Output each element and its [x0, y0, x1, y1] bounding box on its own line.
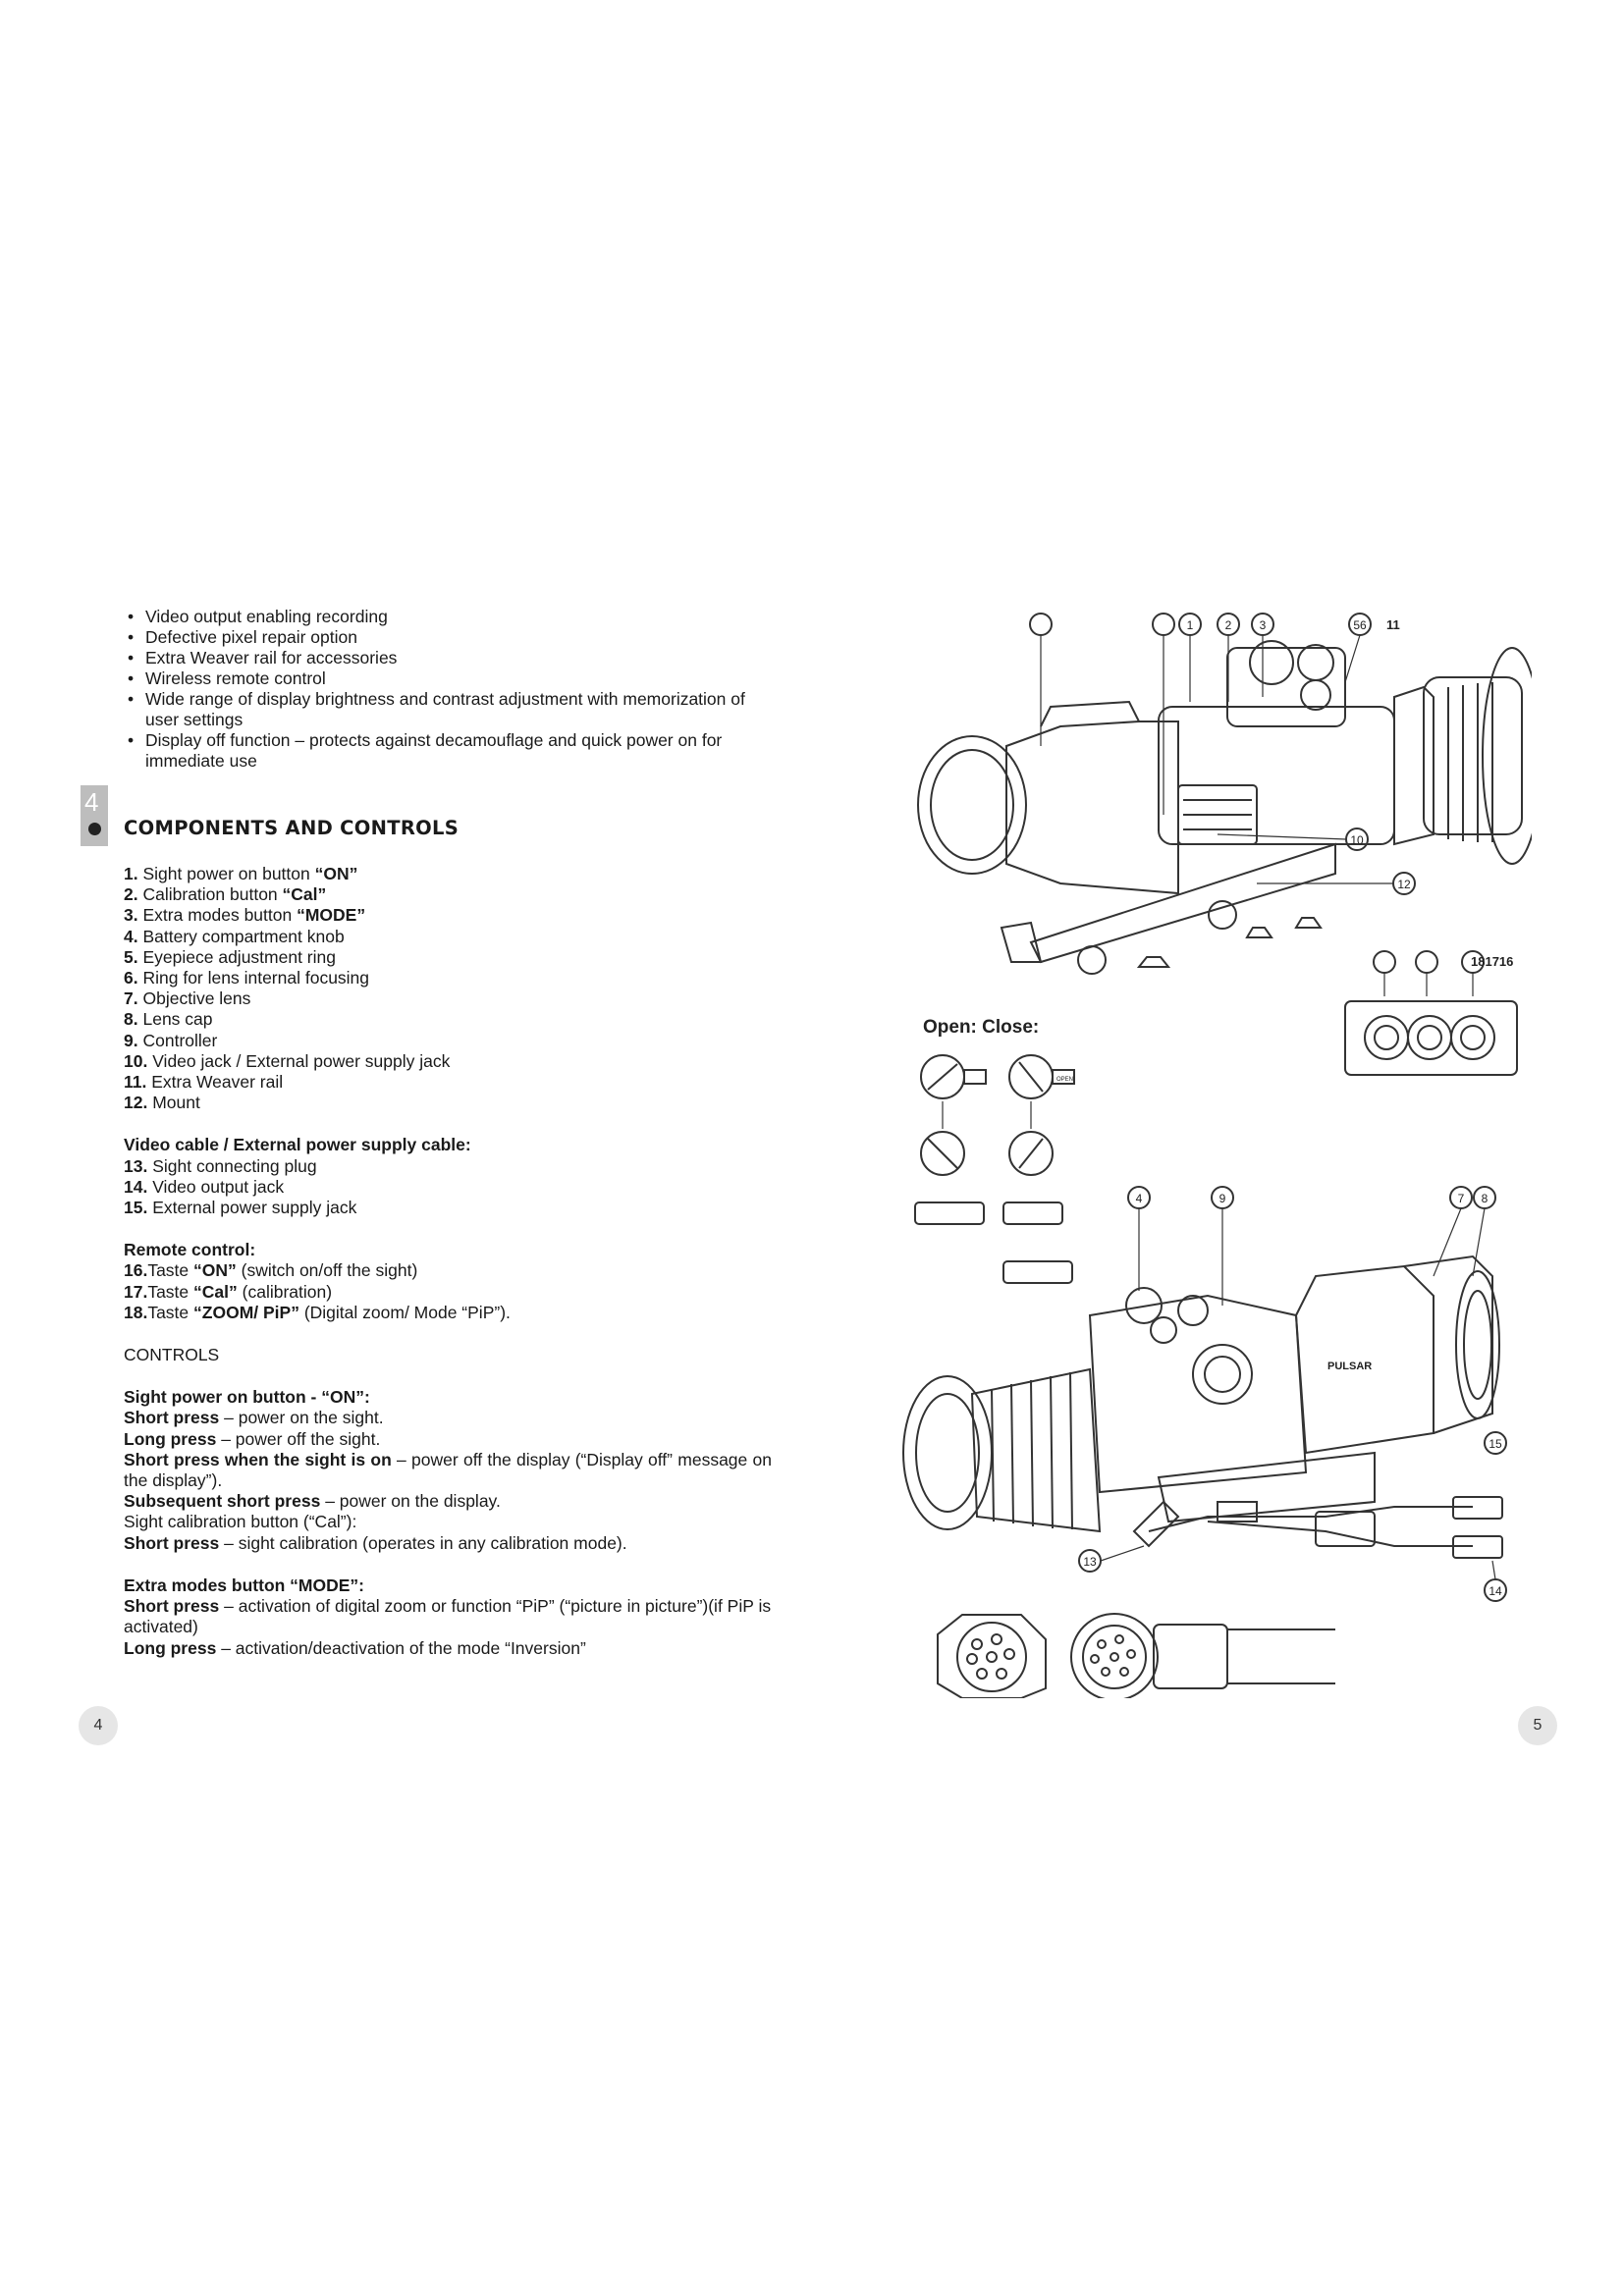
scope-bottom-view	[903, 1256, 1499, 1531]
remote-number: 16.	[124, 1260, 148, 1281]
component-item	[124, 927, 772, 947]
remote-number: 17.	[124, 1281, 148, 1302]
callout-label: 1	[1186, 618, 1194, 632]
remote-post: (calibration)	[237, 1281, 333, 1302]
mode-block	[124, 1575, 772, 1659]
power-short-on	[124, 1450, 772, 1491]
power-subsequent	[124, 1491, 772, 1512]
mode-heading: Extra modes button “MODE”:	[124, 1575, 365, 1595]
component-item	[124, 988, 772, 1009]
mode-short-press	[124, 1596, 772, 1637]
page-number-right: 5	[1518, 1706, 1557, 1745]
component-item	[124, 884, 772, 905]
component-item	[124, 864, 772, 884]
component-number: 7.	[124, 988, 138, 1009]
section-number: 4	[84, 787, 99, 817]
cal-short-press	[124, 1533, 772, 1554]
battery-knob-diagrams	[915, 1055, 1074, 1283]
scope-top-view	[918, 641, 1532, 893]
component-text: Objective lens	[142, 988, 251, 1009]
component-item	[124, 905, 772, 926]
component-text: Battery compartment knob	[142, 926, 345, 946]
callout-label: 3	[1259, 618, 1267, 632]
feature-item: • Wide range of display brightness and contrast adjustment with memorization of user settings	[124, 689, 772, 730]
component-item	[124, 1009, 772, 1030]
remote-item	[124, 1260, 772, 1281]
component-number: 12.	[124, 1093, 148, 1113]
cable-block	[124, 1135, 772, 1218]
callout-label: 13	[1083, 1555, 1097, 1569]
desc: – power off the sight.	[216, 1428, 381, 1449]
label: Short press	[124, 1532, 220, 1553]
desc: – power on the display.	[320, 1491, 501, 1512]
remote-heading: Remote control:	[124, 1240, 256, 1260]
feature-list	[124, 607, 772, 772]
controls-heading: CONTROLS	[124, 1345, 220, 1365]
remote-pre: Taste	[147, 1281, 194, 1302]
component-bold: “MODE”	[297, 905, 366, 926]
remote-number: 18.	[124, 1302, 148, 1322]
page-number-left: 4	[79, 1706, 118, 1745]
component-number: 6.	[124, 968, 138, 988]
component-item	[124, 1072, 772, 1093]
remote-bold: “Cal”	[193, 1281, 238, 1302]
label: Subsequent short press	[124, 1491, 321, 1512]
power-heading: Sight power on button - “ON”:	[124, 1387, 370, 1408]
component-text: Calibration button	[142, 884, 283, 905]
remote-control	[1345, 951, 1517, 1075]
feature-item: • Extra Weaver rail for accessories	[124, 648, 772, 668]
brand-logo: PULSAR	[1327, 1361, 1373, 1372]
cable-item	[124, 1156, 772, 1177]
components-list	[124, 864, 772, 1659]
callout-label: 10	[1350, 833, 1364, 847]
cable-item	[124, 1198, 772, 1218]
label: Long press	[124, 1428, 217, 1449]
component-number: 10.	[124, 1050, 148, 1071]
feature-list-block	[124, 607, 772, 772]
label: Long press	[124, 1637, 217, 1658]
bullet-dot-icon	[88, 823, 101, 835]
top-callouts	[1030, 614, 1400, 635]
component-number: 4.	[124, 926, 138, 946]
label: Short press	[124, 1596, 220, 1617]
component-number: 11.	[124, 1072, 147, 1093]
component-number: 8.	[124, 1009, 138, 1030]
feature-item: • Defective pixel repair option	[124, 627, 772, 648]
component-text: Video jack / External power supply jack	[152, 1050, 451, 1071]
cable-number: 14.	[124, 1176, 148, 1197]
remote-item	[124, 1303, 772, 1323]
open-close-label: Open: Close:	[923, 1017, 1040, 1038]
power-short-press	[124, 1408, 772, 1428]
power-block	[124, 1387, 772, 1554]
mid-callouts	[1218, 828, 1415, 894]
cable-heading: Video cable / External power supply cable:	[124, 1135, 471, 1155]
component-number: 3.	[124, 905, 138, 926]
desc: – power on the sight.	[219, 1408, 384, 1428]
remote-bold: “ON”	[193, 1260, 237, 1281]
callout-label: 15	[1489, 1437, 1502, 1451]
component-text: Mount	[152, 1093, 200, 1113]
remote-post: (Digital zoom/ Mode “PiP”).	[298, 1302, 511, 1322]
label: Short press when the sight is on	[124, 1449, 392, 1469]
feature-item: • Video output enabling recording	[124, 607, 772, 627]
callout-label: 9	[1218, 1192, 1226, 1205]
component-text: Eyepiece adjustment ring	[142, 946, 336, 967]
component-number: 2.	[124, 884, 138, 905]
remote-pre: Taste	[147, 1302, 194, 1322]
component-item	[124, 968, 772, 988]
callout-label: 7	[1457, 1192, 1465, 1205]
callout-circle	[1153, 614, 1174, 635]
cable-number: 15.	[124, 1198, 148, 1218]
cable-text: Video output jack	[152, 1176, 285, 1197]
component-text: Extra Weaver rail	[151, 1072, 284, 1093]
label: Short press	[124, 1408, 220, 1428]
component-item	[124, 1051, 772, 1072]
section-header	[81, 785, 768, 854]
callout-label: 11	[1386, 617, 1400, 632]
section-title: COMPONENTS AND CONTROLS	[124, 817, 460, 839]
section-tab	[81, 785, 108, 846]
callout-label: 4	[1135, 1192, 1143, 1205]
component-bold: “Cal”	[282, 884, 327, 905]
remote-callouts: 181716	[1471, 954, 1514, 969]
component-text: Ring for lens internal focusing	[142, 968, 370, 988]
cable-text: External power supply jack	[152, 1198, 357, 1218]
remote-item	[124, 1282, 772, 1303]
component-item	[124, 947, 772, 968]
feature-item: • Display off function – protects against decamouflage and quick power on for immediate use	[124, 730, 772, 772]
cable-text: Sight connecting plug	[152, 1155, 317, 1176]
callout-label: 12	[1397, 878, 1411, 891]
remote-pre: Taste	[147, 1260, 194, 1281]
bottom-callouts	[1128, 1187, 1495, 1306]
feature-item: • Wireless remote control	[124, 668, 772, 689]
component-number: 9.	[124, 1030, 138, 1050]
desc: – activation of digital zoom or function “PiP” (“picture in picture”)(if PiP is activated)	[124, 1596, 772, 1637]
component-text: Lens cap	[142, 1009, 213, 1030]
callout-label: 2	[1224, 618, 1232, 632]
scope-diagram	[884, 589, 1532, 1698]
desc: – activation/deactivation of the mode “Inversion”	[216, 1637, 586, 1658]
power-long-press	[124, 1429, 772, 1450]
desc: – power off the display (“Display off” message on the display”).	[124, 1449, 773, 1491]
cal-heading: Sight calibration button (“Cal”):	[124, 1512, 357, 1532]
component-number: 5.	[124, 946, 138, 967]
callout-circle	[1030, 614, 1052, 635]
callout-label: 14	[1489, 1584, 1502, 1598]
component-bold: “ON”	[314, 864, 358, 883]
remote-block	[124, 1240, 772, 1323]
remote-bold: “ZOOM/ PiP”	[193, 1302, 299, 1322]
component-text: Sight power on button	[142, 864, 315, 883]
desc: – sight calibration (operates in any calibration mode).	[219, 1532, 627, 1553]
cable-item	[124, 1177, 772, 1198]
remote-post: (switch on/off the sight)	[236, 1260, 418, 1281]
cable	[938, 1432, 1506, 1698]
mode-long-press	[124, 1638, 772, 1659]
component-item	[124, 1093, 772, 1113]
component-text: Controller	[142, 1030, 218, 1050]
knob-label: OPEN	[1056, 1077, 1074, 1083]
mount	[1001, 844, 1335, 974]
component-number: 1.	[124, 864, 138, 883]
component-item	[124, 1031, 772, 1051]
component-text: Extra modes button	[142, 905, 298, 926]
callout-label: 56	[1353, 618, 1367, 632]
cable-number: 13.	[124, 1155, 148, 1176]
callout-label: 8	[1481, 1192, 1489, 1205]
